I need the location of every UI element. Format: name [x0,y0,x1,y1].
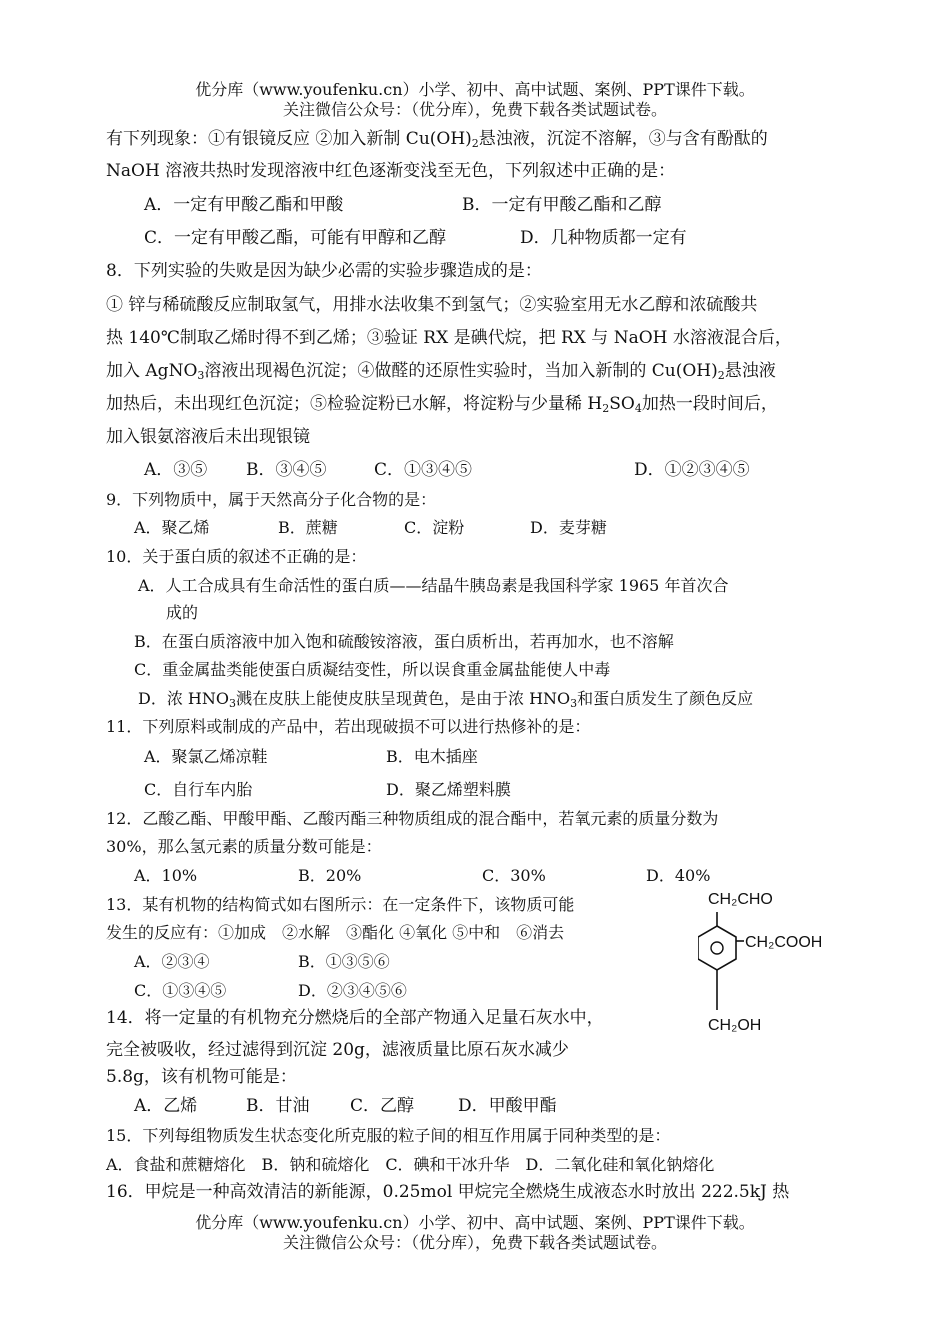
q14-line-1: 14．将一定量的有机物充分燃烧后的全部产物通入足量石灰水中， [106,1008,604,1028]
q9-option-c: C．淀粉 [404,518,465,537]
q8-option-d: D．①②③④⑤ [634,460,750,480]
q15-title: 15．下列每组物质发生状态变化所克服的粒子间的相互作用属于同种类型的是： [106,1126,671,1145]
q12-line-2: 30%，那么氢元素的质量分数可能是： [106,837,382,856]
q8-line-3: 加入 AgNO$_3$溶液出现褐色沉淀；④做醛的还原性实验时，当加入新制的 $Cu(OH)_2$悬浊液 [106,361,776,382]
benzene-inner-circle [711,942,723,954]
q12-option-b: B．20% [298,866,362,885]
q15-options: A．食盐和蔗糖熔化 B．钠和硫熔化 C．碘和干冰升华 D．二氧化硅和氧化钠熔化 [106,1155,715,1174]
footer-line-2: 关注微信公众号：（优分库），免费下载各类试题试卷。 [282,1233,667,1252]
q9-option-d: D．麦芽糖 [530,518,607,537]
benzene-ring [698,926,736,970]
q12-option-c: C．30% [482,866,546,885]
q14-option-a: A．乙烯 [134,1096,198,1116]
q7-option-b: B．一定有甲酸乙酯和乙醇 [462,195,662,215]
q7-line-2: NaOH 溶液共热时发现溶液中红色逐渐变浅至无色，下列叙述中正确的是： [106,161,676,181]
q13-option-c: C．①③④⑤ [134,981,227,1000]
figure-side-group: CH₂COOH [745,934,823,951]
q13-line-1: 13．某有机物的结构简式如右图所示：在一定条件下，该物质可能 [106,895,575,914]
q8-option-a: A．③⑤ [144,460,208,480]
q8-line-1: ① 锌与稀硫酸反应制取氢气，用排水法收集不到氢气；②实验室用无水乙醇和浓硫酸共 [106,295,758,315]
q14-option-c: C．乙醇 [350,1096,415,1116]
q8-option-c: C．①③④⑤ [374,460,473,480]
q9-option-a: A．聚乙烯 [134,518,210,537]
q10-option-c: C．重金属盐类能使蛋白质凝结变性，所以误食重金属盐能使人中毒 [134,660,611,679]
q7-option-a: A．一定有甲酸乙酯和甲酸 [144,195,344,215]
q7-option-d: D．几种物质都一定有 [520,228,687,248]
q8-line-5: 加入银氨溶液后未出现银镜 [106,427,310,447]
q11-option-d: D．聚乙烯塑料膜 [386,780,511,799]
q10-title: 10．关于蛋白质的叙述不正确的是： [106,547,367,566]
q11-title: 11．下列原料或制成的产品中，若出现破损不可以进行热修补的是： [106,717,591,736]
footer-line-1: 优分库（www.youfenku.cn）小学、初中、高中试题、案例、PPT课件下载。 [195,1213,755,1232]
q7-line-1: 有下列现象：①有银镜反应 ②加入新制 $Cu(OH)_2$悬浊液，沉淀不溶解，③与含有酚酞的 [106,129,768,150]
q10-option-b: B．在蛋白质溶液中加入饱和硫酸铵溶液，蛋白质析出，若再加水，也不溶解 [134,632,674,651]
q13-option-a: A．②③④ [134,952,210,971]
q14-line-2: 完全被吸收，经过滤得到沉淀 20g，滤液质量比原石灰水减少 [106,1040,569,1060]
q13-option-b: B．①③⑤⑥ [298,952,390,971]
structural-formula-figure [698,888,848,1048]
q8-option-b: B．③④⑤ [246,460,327,480]
header-line-1: 优分库（www.youfenku.cn）小学、初中、高中试题、案例、PPT课件下载。 [195,80,755,99]
q11-option-a: A．聚氯乙烯凉鞋 [144,747,268,766]
q8-line-2: 热 140℃制取乙烯时得不到乙烯；③验证 RX 是碘代烷，把 RX 与 NaOH 水溶液混合后， [106,328,792,348]
q10-option-d: D．浓 $HNO_3$溅在皮肤上能使皮肤呈现黄色，是由于浓 $HNO_3$和蛋白质发生了颜色反应 [138,689,754,710]
q12-option-a: A．10% [134,866,198,885]
figure-top-group: CH₂CHO [708,891,773,908]
q9-option-b: B．蔗糖 [278,518,338,537]
q16-line-1: 16．甲烷是一种高效清洁的新能源，0.25mol 甲烷完全燃烧生成液态水时放出 222.5kJ 热 [106,1182,790,1202]
q10-option-a-line-1: A．人工合成具有生命活性的蛋白质——结晶牛胰岛素是我国科学家 1965 年首次合 [138,576,729,595]
q13-option-d: D．②③④⑤⑥ [298,981,407,1000]
q11-option-c: C．自行车内胎 [144,780,253,799]
q14-line-3: 5.8g，该有机物可能是： [106,1067,297,1087]
figure-bottom-group: CH₂OH [708,1017,762,1034]
q10-option-a-line-2: 成的 [166,603,199,622]
q13-line-2: 发生的反应有：①加成 ②水解 ③酯化 ④氧化 ⑤中和 ⑥消去 [106,923,565,942]
q7-option-c: C．一定有甲酸乙酯，可能有甲醇和乙醇 [144,228,447,248]
q14-option-b: B．甘油 [246,1096,310,1116]
q11-option-b: B．电木插座 [386,747,478,766]
header-line-2: 关注微信公众号：（优分库），免费下载各类试题试卷。 [282,100,667,119]
q14-option-d: D．甲酸甲酯 [458,1096,557,1116]
q8-title: 8．下列实验的失败是因为缺少必需的实验步骤造成的是： [106,261,542,281]
q12-line-1: 12．乙酸乙酯、甲酸甲酯、乙酸丙酯三种物质组成的混合酯中，若氧元素的质量分数为 [106,809,719,828]
q9-title: 9．下列物质中，属于天然高分子化合物的是： [106,490,437,509]
q8-line-4: 加热后，未出现红色沉淀；⑤检验淀粉已水解，将淀粉与少量稀 $H_2SO_4$加热一段时间后， [106,394,778,415]
q12-option-d: D．40% [646,866,711,885]
